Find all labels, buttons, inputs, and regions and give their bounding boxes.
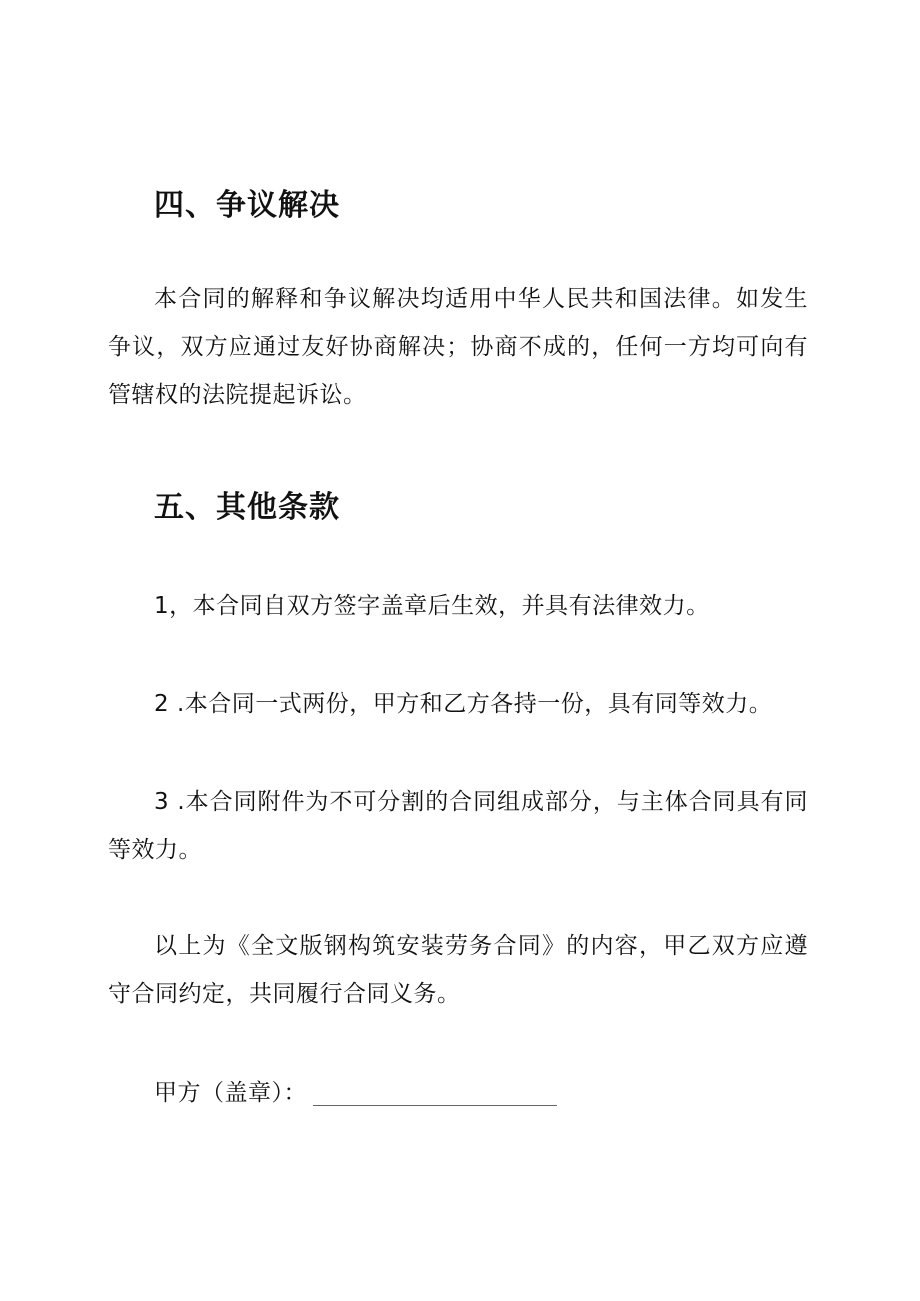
closing-paragraph: 以上为《全文版钢构筑安装劳务合同》的内容，甲乙双方应遵守合同约定，共同履行合同义务。 [108, 933, 808, 1007]
section-5-heading: 五、其他条款 [154, 490, 340, 525]
clause-item-3: 3 .本合同附件为不可分割的合同组成部分，与主体合同具有同等效力。 [108, 789, 808, 863]
party-a-seal-label: 甲方（盖章）： [154, 1079, 307, 1106]
section-4-paragraph: 本合同的解释和争议解决均适用中华人民共和国法律。如发生争议，双方应通过友好协商解决；协商不成的，任何一方均可向有管辖权的法院提起诉讼。 [108, 286, 808, 408]
party-a-signature-row [154, 1066, 557, 1114]
section-4-heading: 四、争议解决 [154, 188, 340, 223]
clause-item-2: 2 .本合同一式两份，甲方和乙方各持一份，具有同等效力。 [154, 691, 773, 717]
clause-item-1: 1，本合同自双方签字盖章后生效，并具有法律效力。 [154, 593, 710, 619]
party-a-signature-line [313, 1075, 557, 1106]
